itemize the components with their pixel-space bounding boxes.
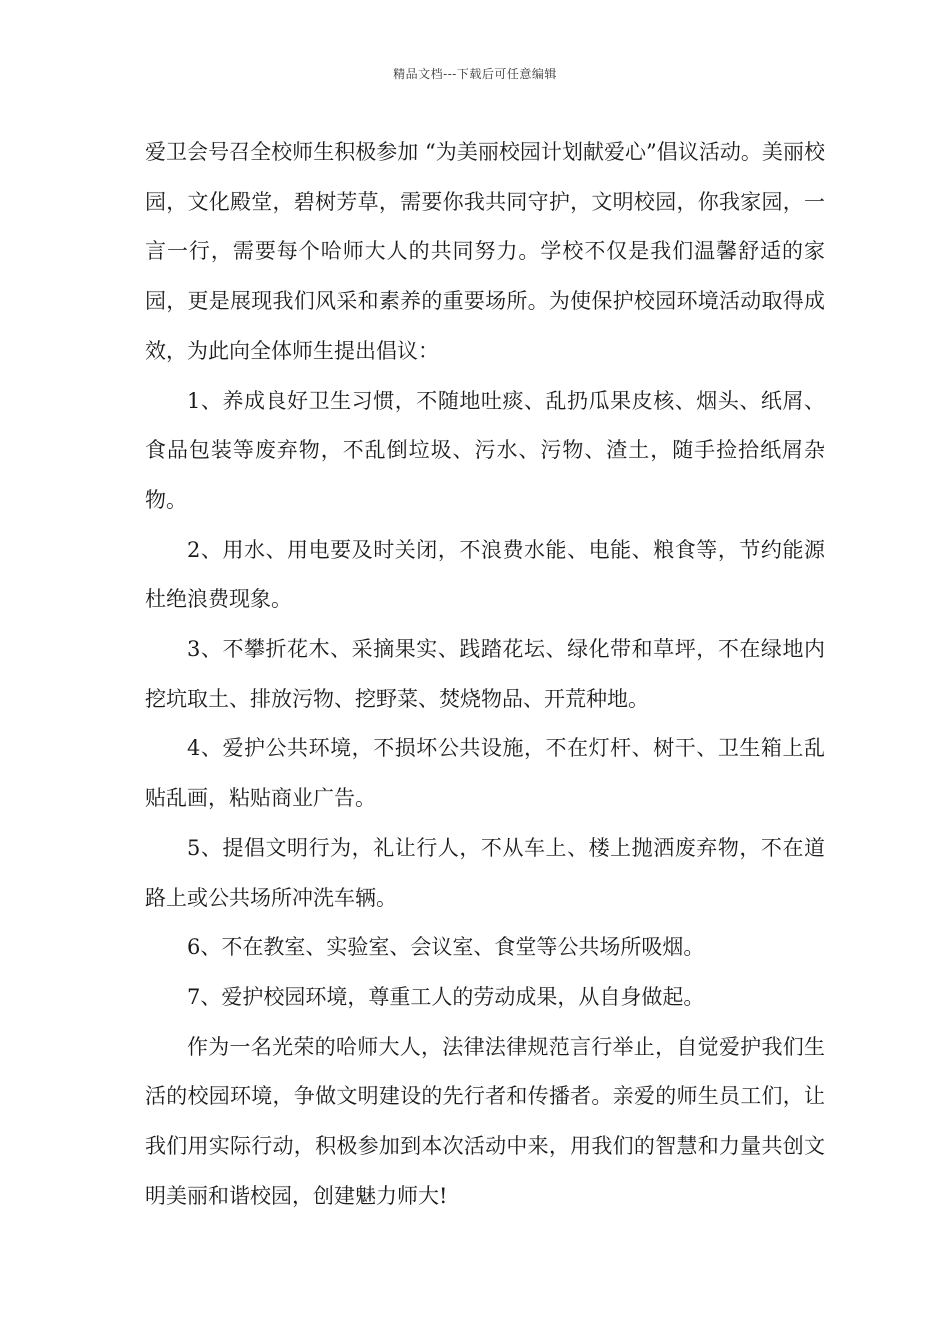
proposal-item-2: 2、用水、用电要及时关闭，不浪费水能、电能、粮食等，节约能源杜绝浪费现象。: [145, 537, 825, 612]
proposal-item-1: 1、养成良好卫生习惯，不随地吐痰、乱扔瓜果皮核、烟头、纸屑、食品包装等废弃物，不乱倒垃圾、污水、污物、渣土，随手捡拾纸屑杂物。: [145, 388, 825, 512]
intro-paragraph: 爱卫会号召全校师生积极参加 “为美丽校园计划献爱心”倡议活动。美丽校园，文化殿堂，碧树芳草，需要你我共同守护，文明校园，你我家园，一言一行，需要每个哈师大人的共同努力。学校不仅是我们温馨舒适的家园，更是展现我们风采和素养的重要场所。为使保护校园环境活动取得成效，为此向全体师生提出倡议：: [145, 140, 825, 363]
closing-paragraph: 作为一名光荣的哈师大人，法律法律规范言行举止，自觉爱护我们生活的校园环境，争做文明建设的先行者和传播者。亲爱的师生员工们，让我们用实际行动，积极参加到本次活动中来，用我们的智慧和力量共创文明美丽和谐校园，创建魅力师大!: [145, 1034, 825, 1208]
proposal-item-4: 4、爱护公共环境，不损坏公共设施，不在灯杆、树干、卫生箱上乱贴乱画，粘贴商业广告。: [145, 736, 825, 811]
page-header: 精品文档---下载后可任意编辑: [393, 67, 557, 81]
proposal-item-7: 7、爱护校园环境，尊重工人的劳动成果，从自身做起。: [187, 984, 705, 1009]
proposal-item-5: 5、提倡文明行为，礼让行人，不从车上、楼上抛洒废弃物，不在道路上或公共场所冲洗车辆。: [145, 835, 825, 910]
proposal-item-6: 6、不在教室、实验室、会议室、食堂等公共场所吸烟。: [187, 935, 705, 960]
proposal-item-3: 3、不攀折花木、采摘果实、践踏花坛、绿化带和草坪，不在绿地内挖坑取土、排放污物、挖野菜、焚烧物品、开荒种地。: [145, 637, 825, 711]
document-body: [145, 128, 825, 1221]
